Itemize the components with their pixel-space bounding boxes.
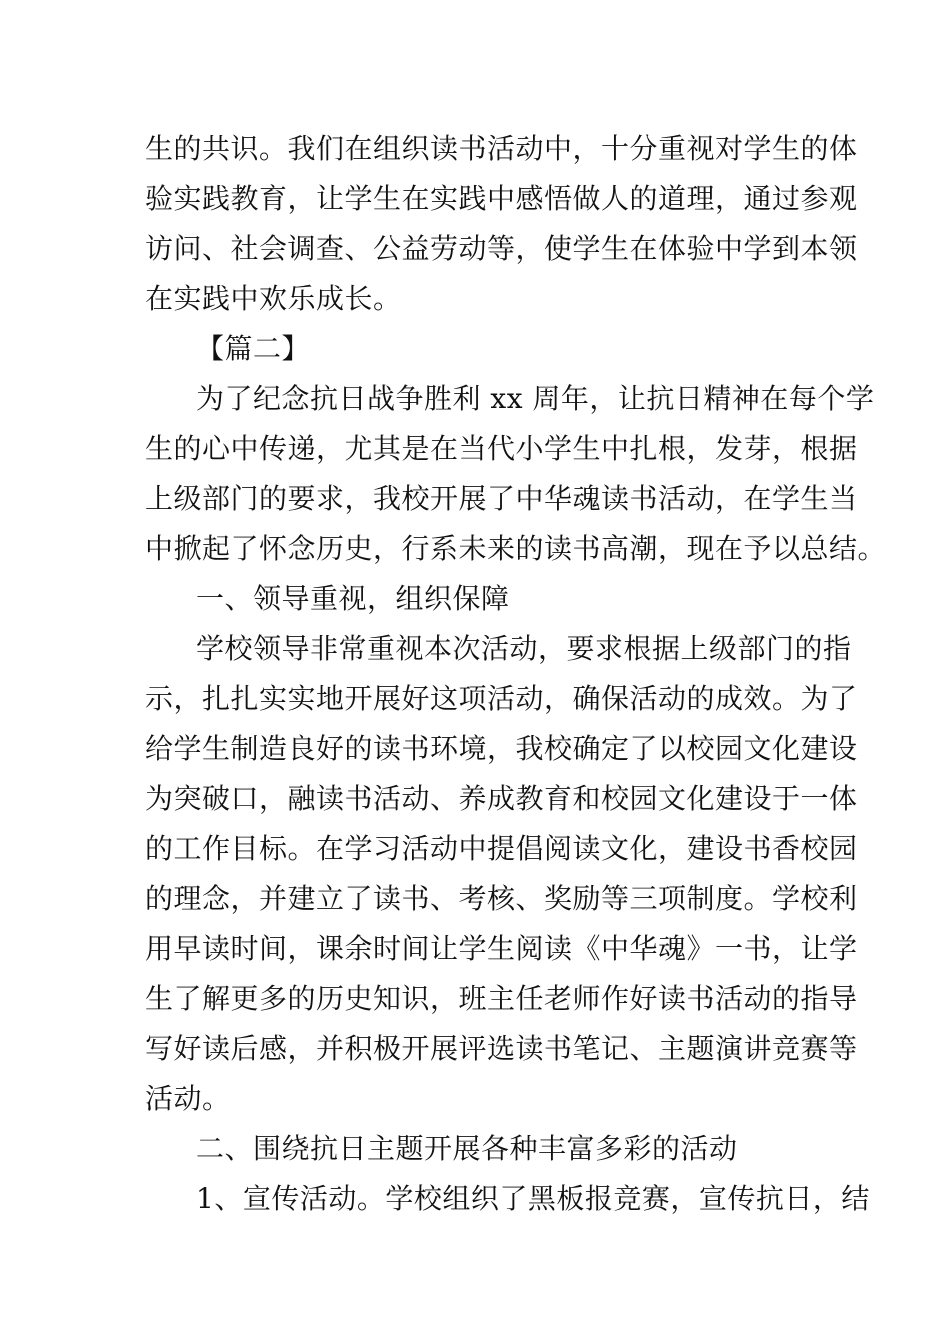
text-line: 给学生制造良好的读书环境，我校确定了以校园文化建设 <box>145 732 858 765</box>
text-line: 中掀起了怀念历史，行系未来的读书高潮，现在予以总结。 <box>145 532 887 565</box>
text-line: 生的共识。我们在组织读书活动中，十分重视对学生的体 <box>145 132 858 165</box>
text-line: 验实践教育，让学生在实践中感悟做人的道理，通过参观 <box>145 182 858 215</box>
text-line: 用早读时间，课余时间让学生阅读《中华魂》一书，让学 <box>145 932 858 965</box>
subsection-heading: 一、领导重视，组织保障 <box>196 582 510 615</box>
text-line: 写好读后感，并积极开展评选读书笔记、主题演讲竞赛等 <box>145 1032 858 1065</box>
text-line: 生了解更多的历史知识，班主任老师作好读书活动的指导 <box>145 982 858 1015</box>
text-line: 活动。 <box>145 1082 231 1115</box>
text-line: 为突破口，融读书活动、养成教育和校园文化建设于一体 <box>145 782 858 815</box>
text-line: 的工作目标。在学习活动中提倡阅读文化，建设书香校园 <box>145 832 858 865</box>
text-line: 1、宣传活动。学校组织了黑板报竞赛，宣传抗日，结 <box>196 1182 870 1215</box>
section-heading: 【篇二】 <box>196 332 311 365</box>
text-line: 访问、社会调查、公益劳动等，使学生在体验中学到本领 <box>145 232 858 265</box>
subsection-heading: 二、围绕抗日主题开展各种丰富多彩的活动 <box>196 1132 738 1165</box>
text-line: 的理念，并建立了读书、考核、奖励等三项制度。学校利 <box>145 882 858 915</box>
text-line: 为了纪念抗日战争胜利 xx 周年，让抗日精神在每个学 <box>196 382 875 415</box>
text-line: 生的心中传递，尤其是在当代小学生中扎根，发芽，根据 <box>145 432 858 465</box>
text-line: 学校领导非常重视本次活动，要求根据上级部门的指 <box>196 632 852 665</box>
text-line: 示，扎扎实实地开展好这项活动，确保活动的成效。为了 <box>145 682 858 715</box>
text-line: 上级部门的要求，我校开展了中华魂读书活动，在学生当 <box>145 482 858 515</box>
text-line: 在实践中欢乐成长。 <box>145 282 402 315</box>
